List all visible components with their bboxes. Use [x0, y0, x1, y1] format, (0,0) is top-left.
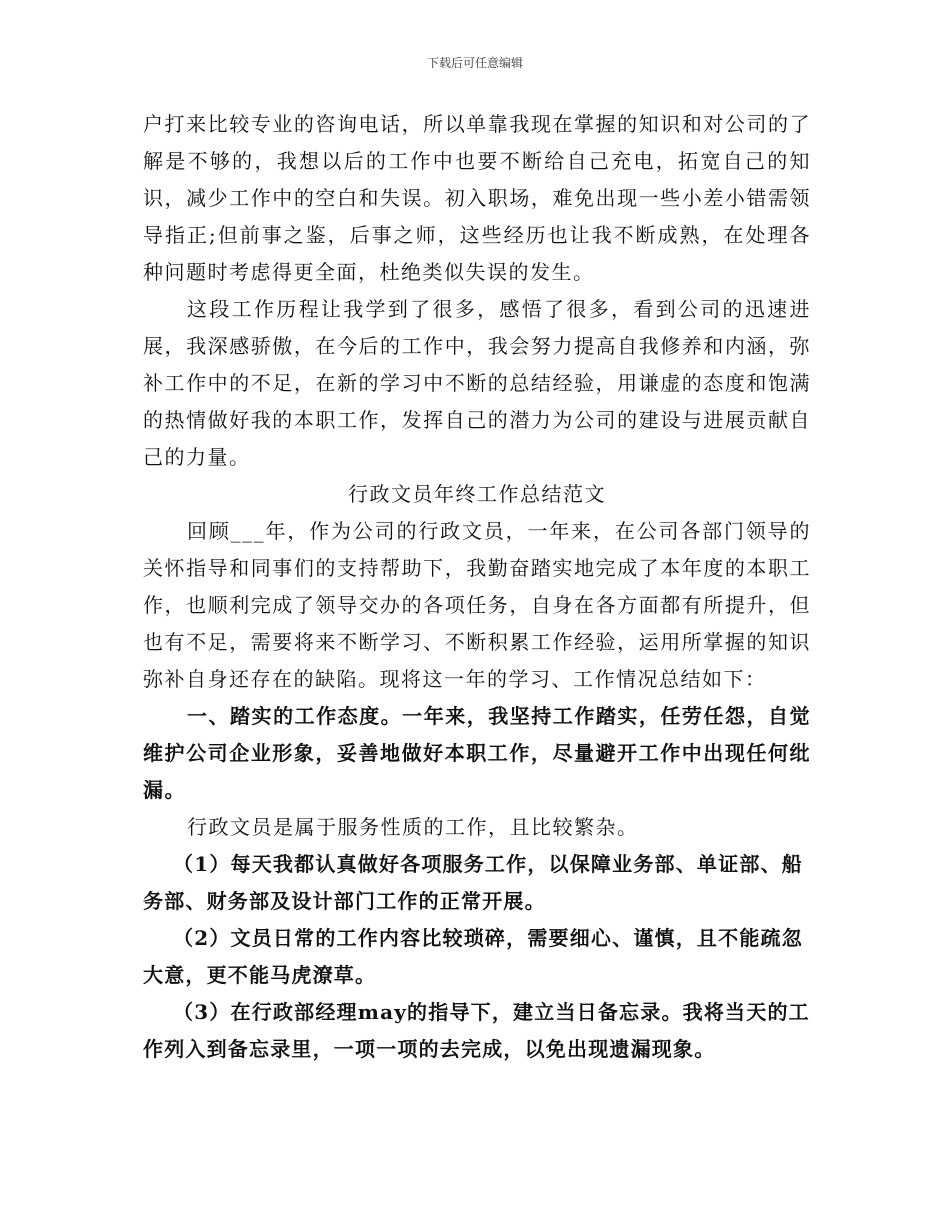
document-body [143, 106, 811, 1068]
section-title: 行政文员年终工作总结范文 [348, 482, 606, 506]
paragraph-reflection: 这段工作历程让我学到了很多，感悟了很多，看到公司的迅速进展，我深感骄傲，在今后的工作中，我会努力提高自我修养和内涵，弥补工作中的不足，在新的学习中不断的总结经验，用谦虚的态度和饱满的热情做好我的本职工作，发挥自己的潜力为公司的建设与进展贡献自己的力量。 [143, 297, 811, 469]
paragraph-service-nature: 行政文员是属于服务性质的工作，且比较繁杂。 [187, 815, 639, 839]
list-item-1: （1）每天我都认真做好各项服务工作，以保障业务部、单证部、船务部、财务部及设计部门工作的正常开展。 [143, 852, 803, 913]
paragraph-continuation: 户打来比较专业的咨询电话，所以单靠我现在掌握的知识和对公司的了解是不够的，我想以后的工作中也要不断给自己充电，拓宽自己的知识，减少工作中的空白和失误。初入职场，难免出现一些小差小错需领导指正;但前事之鉴，后事之师，这些经历也让我不断成熟，在处理各种问题时考虑得更全面，杜绝类似失误的发生。 [143, 112, 811, 284]
list-item-2: （2）文员日常的工作内容比较琐碎，需要细心、谨慎，且不能疏忽大意，更不能马虎潦草。 [143, 926, 803, 987]
list-item-3: （3）在行政部经理may的指导下，建立当日备忘录。我将当天的工作列入到备忘录里，一项一项的去完成，以免出现遗漏现象。 [143, 1000, 810, 1061]
section-heading-attitude: 一、踏实的工作态度。一年来，我坚持工作踏实，任劳任怨，自觉维护公司企业形象，妥善地做好本职工作，尽量避开工作中出现任何纰漏。 [143, 704, 811, 802]
page-header: 下载后可任意编辑 [426, 56, 523, 70]
paragraph-review: 回顾___年，作为公司的行政文员，一年来，在公司各部门领导的关怀指导和同事们的支持帮助下，我勤奋踏实地完成了本年度的本职工作，也顺利完成了领导交办的各项任务，自身在各方面都有所提升，但也有不足，需要将来不断学习、不断积累工作经验，运用所掌握的知识弥补自身还存在的缺陷。现将这一年的学习、工作情况总结如下： [143, 519, 811, 691]
